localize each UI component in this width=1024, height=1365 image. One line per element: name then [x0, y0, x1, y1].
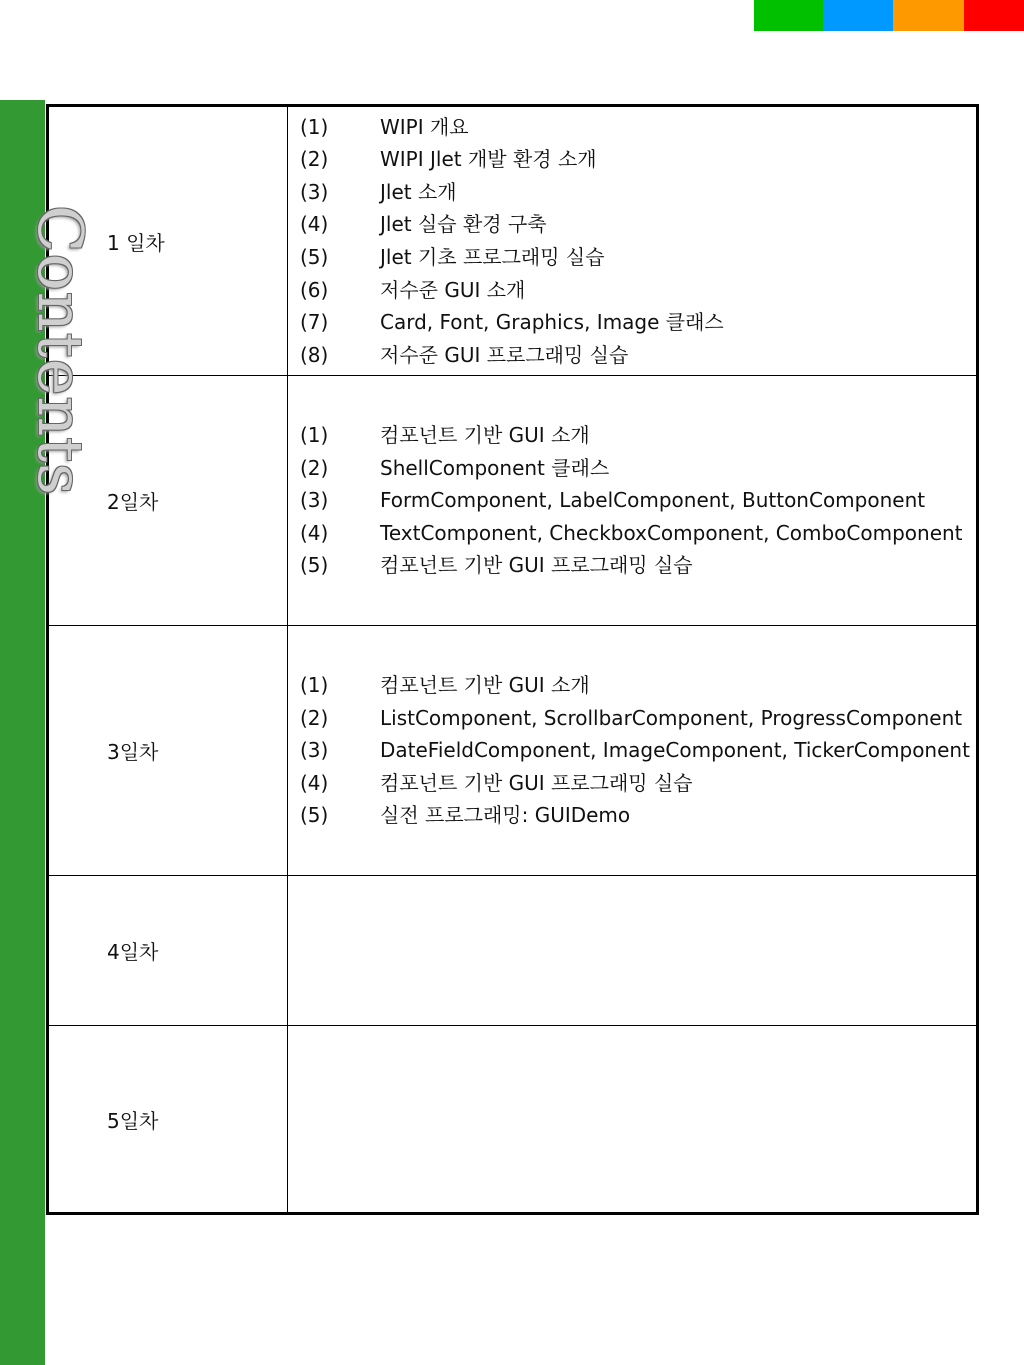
item-text: 컴포넌트 기반 GUI 프로그래밍 실습 [380, 553, 693, 578]
list-item [300, 517, 976, 550]
item-number: (4) [300, 212, 329, 237]
schedule-body [48, 106, 978, 1214]
schedule-table [46, 104, 979, 1215]
items-cell [288, 876, 978, 1026]
color-bar-green [754, 0, 823, 31]
list-item [300, 799, 976, 832]
item-number: (3) [300, 738, 329, 763]
item-text: 컴포넌트 기반 GUI 프로그래밍 실습 [380, 770, 693, 795]
item-number: (2) [300, 705, 329, 730]
items-cell [288, 376, 978, 626]
table-row [48, 1026, 978, 1214]
item-text: Jlet 소개 [380, 179, 457, 204]
day-label: 4일차 [48, 876, 288, 1026]
item-number: (1) [300, 114, 329, 139]
item-number: (4) [300, 520, 329, 545]
item-number: (1) [300, 423, 329, 448]
item-text: TextComponent, CheckboxComponent, ComboComponent [380, 520, 963, 545]
item-number: (5) [300, 245, 329, 269]
item-number: (3) [300, 179, 329, 204]
list-item [300, 702, 976, 735]
items-cell [288, 1026, 978, 1214]
table-row [48, 626, 978, 876]
color-bar-orange [893, 0, 964, 31]
item-text: 컴포넌트 기반 GUI 소개 [380, 673, 590, 698]
item-text: 저수준 GUI 프로그래밍 실습 [380, 342, 629, 367]
color-bar-blue [823, 0, 893, 31]
list-item [300, 306, 976, 339]
item-number: (5) [300, 803, 329, 828]
item-number: (2) [300, 147, 329, 172]
day-label: 2일차 [48, 376, 288, 626]
table-row [48, 106, 978, 376]
table-row [48, 376, 978, 626]
item-number: (3) [300, 488, 329, 513]
item-text: 저수준 GUI 소개 [380, 277, 526, 302]
item-text: 실전 프로그래밍: GUIDemo [380, 803, 631, 828]
item-number: (8) [300, 342, 329, 367]
sidebar-title-container [23, 185, 97, 515]
table-row [48, 876, 978, 1026]
item-number: (4) [300, 770, 329, 795]
item-number: (2) [300, 455, 329, 480]
list-item [300, 484, 976, 517]
list-item [300, 241, 976, 274]
item-text: DateFieldComponent, ImageComponent, TickerComponent [380, 738, 970, 763]
list-item [300, 111, 976, 144]
list-item [300, 274, 976, 307]
item-text: ShellComponent 클래스 [380, 455, 610, 480]
list-item [300, 419, 976, 452]
item-number: (7) [300, 310, 329, 335]
list-item [300, 339, 976, 372]
item-text: FormComponent, LabelComponent, ButtonComponent [380, 488, 926, 513]
list-item [300, 734, 976, 767]
item-text: Jlet 기초 프로그래밍 실습 [380, 245, 605, 269]
day-label: 1 일차 [48, 106, 288, 376]
list-item [300, 143, 976, 176]
day-label: 5일차 [48, 1026, 288, 1214]
item-text: Card, Font, Graphics, Image 클래스 [380, 310, 724, 335]
sidebar-title: Contents [23, 204, 97, 496]
day-label: 3일차 [48, 626, 288, 876]
item-text: ListComponent, ScrollbarComponent, ProgressComponent [380, 705, 963, 730]
list-item [300, 669, 976, 702]
list-item [300, 176, 976, 209]
items-cell [288, 626, 978, 876]
item-number: (1) [300, 673, 329, 698]
item-text: WIPI Jlet 개발 환경 소개 [380, 147, 597, 172]
item-number: (5) [300, 553, 329, 578]
list-item [300, 767, 976, 800]
list-item [300, 208, 976, 241]
list-item [300, 452, 976, 485]
item-text: Jlet 실습 환경 구축 [380, 212, 547, 237]
items-cell [288, 106, 978, 376]
item-number: (6) [300, 277, 329, 302]
color-bar-red [964, 0, 1024, 31]
item-text: WIPI 개요 [380, 114, 469, 139]
list-item [300, 549, 976, 582]
item-text: 컴포넌트 기반 GUI 소개 [380, 423, 590, 448]
